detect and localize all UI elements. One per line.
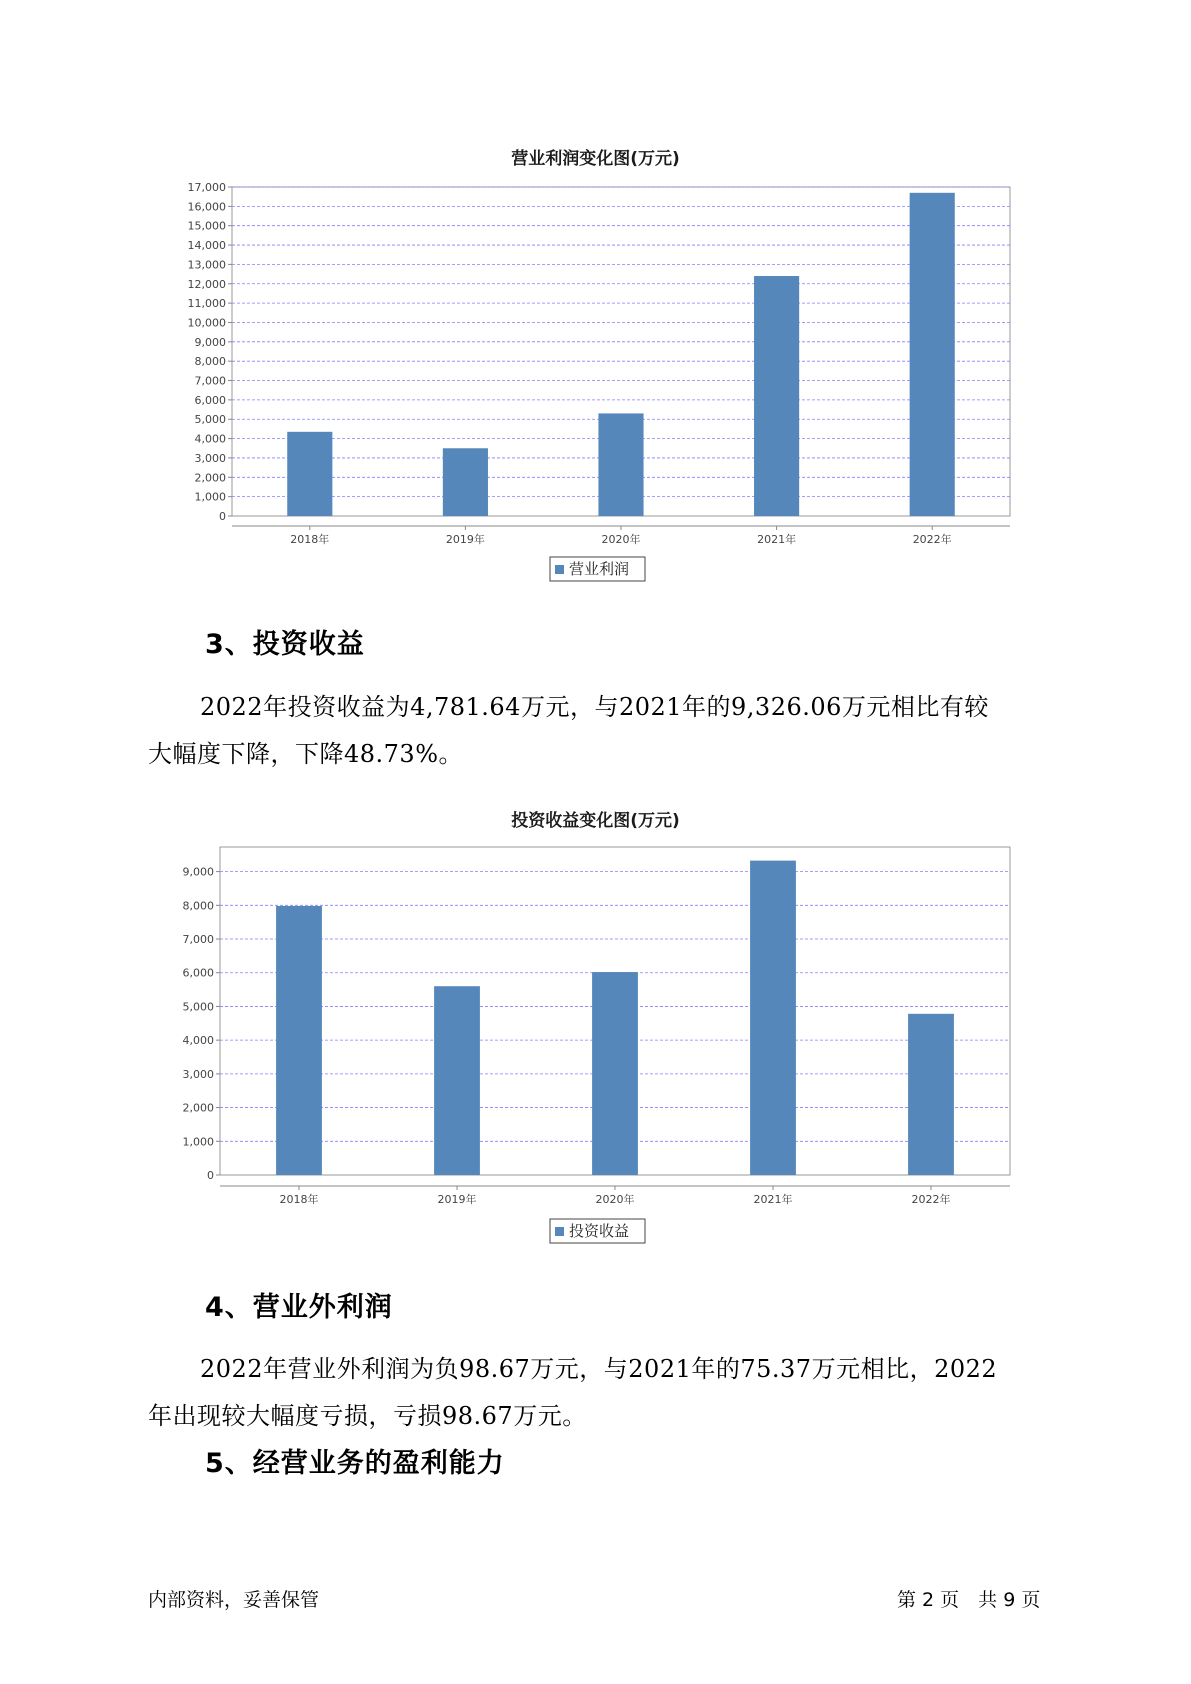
x-tick-label: 2020年	[601, 533, 641, 546]
x-tick-label: 2022年	[911, 1193, 951, 1206]
x-tick-label: 2021年	[757, 533, 797, 546]
footer-confidential: 内部资料，妥善保管	[148, 1589, 320, 1611]
y-tick-label: 6,000	[182, 966, 214, 980]
bar	[592, 972, 638, 1175]
y-tick-label: 0	[219, 510, 226, 523]
y-tick-label: 5,000	[182, 1000, 214, 1014]
section-5-heading: 5、经营业务的盈利能力	[205, 1448, 505, 1479]
section-4-heading: 4、营业外利润	[205, 1292, 393, 1323]
chart1-title: 营业利润变化图(万元)	[511, 149, 680, 169]
y-tick-label: 3,000	[194, 451, 226, 465]
legend-label: 投资收益	[569, 1222, 630, 1240]
x-tick-label: 2019年	[445, 533, 485, 546]
y-tick-label: 13,000	[187, 258, 226, 272]
y-tick-label: 8,000	[182, 899, 214, 913]
bar	[434, 986, 480, 1175]
y-tick-label: 8,000	[194, 355, 226, 369]
x-tick-label: 2021年	[753, 1193, 793, 1206]
bar	[908, 1014, 954, 1175]
y-tick-label: 4,000	[182, 1034, 214, 1048]
section-4-line-1: 2022年营业外利润为负98.67万元，与2021年的75.37万元相比，2022	[200, 1355, 998, 1383]
y-tick-label: 10,000	[187, 316, 226, 330]
y-tick-label: 12,000	[187, 277, 226, 291]
y-tick-label: 1,000	[182, 1135, 214, 1149]
y-tick-label: 9,000	[182, 865, 214, 879]
y-tick-label: 16,000	[187, 200, 226, 214]
bar	[750, 861, 796, 1175]
section-4-line-2: 年出现较大幅度亏损，亏损98.67万元。	[148, 1402, 587, 1430]
y-tick-label: 6,000	[194, 393, 226, 407]
y-tick-label: 17,000	[187, 181, 226, 194]
chart2-title: 投资收益变化图(万元)	[511, 811, 680, 831]
x-tick-label: 2019年	[437, 1193, 477, 1206]
y-tick-label: 2,000	[182, 1101, 214, 1115]
y-tick-label: 11,000	[187, 297, 226, 311]
y-tick-label: 2,000	[194, 471, 226, 485]
bar	[276, 906, 322, 1175]
y-tick-label: 1,000	[194, 490, 226, 504]
y-tick-label: 15,000	[187, 219, 226, 233]
section-3-heading: 3、投资收益	[205, 629, 365, 660]
y-tick-label: 7,000	[182, 933, 214, 947]
section-3-line-2: 大幅度下降，下降48.73%。	[148, 740, 464, 768]
footer-page-number: 第 2 页 共 9 页	[897, 1589, 1041, 1611]
y-tick-label: 4,000	[194, 432, 226, 446]
section-3-line-1: 2022年投资收益为4,781.64万元，与2021年的9,326.06万元相比有较	[200, 693, 989, 721]
x-tick-label: 2018年	[279, 1193, 319, 1206]
y-tick-label: 9,000	[194, 335, 226, 349]
x-tick-label: 2020年	[595, 1193, 635, 1206]
x-tick-label: 2018年	[290, 533, 330, 546]
x-tick-label: 2022年	[912, 533, 952, 546]
y-tick-label: 3,000	[182, 1067, 214, 1081]
legend-swatch	[555, 1227, 564, 1236]
y-tick-label: 14,000	[187, 239, 226, 253]
y-tick-label: 5,000	[194, 413, 226, 427]
y-tick-label: 0	[207, 1169, 214, 1182]
legend-label: 营业利润	[569, 560, 630, 578]
section-4-paragraph	[148, 1346, 1048, 1440]
y-tick-label: 7,000	[194, 374, 226, 388]
